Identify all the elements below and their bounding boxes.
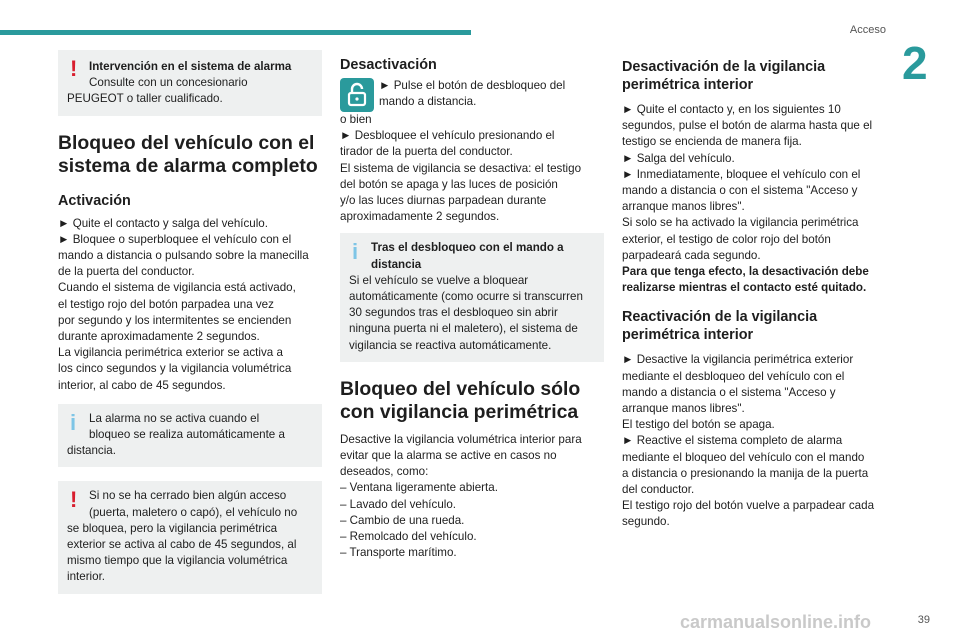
text-line: El testigo rojo del botón vuelve a parpadear cada bbox=[622, 499, 875, 513]
info-line: vigilancia se reactiva automáticamente. bbox=[349, 338, 552, 352]
info-line: automáticamente (como ocurre si transcurren bbox=[349, 290, 583, 304]
text-line: mando a distancia o el sistema "Acceso y bbox=[622, 385, 836, 399]
remote-lock-info-note bbox=[58, 404, 322, 468]
text-line: El sistema de vigilancia se desactiva: el testigo bbox=[340, 161, 582, 175]
chapter-number: 2 bbox=[902, 37, 928, 89]
text-line: segundo. bbox=[622, 515, 670, 529]
text-line: testigo se encienda de manera fija. bbox=[622, 135, 802, 149]
text-line: mando a distancia o pulsando sobre la manecilla bbox=[58, 249, 309, 263]
warning-line: Si no se ha cerrado bien algún acceso bbox=[89, 489, 287, 503]
list-item: – Lavado del vehículo. bbox=[340, 497, 457, 511]
warning-icon: ! bbox=[70, 56, 78, 81]
heading-perimeter-lock: Bloqueo del vehículo sólo con vigilancia perimétrica bbox=[340, 377, 581, 423]
list-item: – Remolcado del vehículo. bbox=[340, 530, 477, 544]
important-note: realizarse mientras el contacto esté quitado. bbox=[622, 281, 867, 295]
text-line: ► Desbloquee el vehículo presionando el bbox=[340, 129, 555, 143]
column-3 bbox=[622, 50, 888, 531]
text-line: Si solo se ha activado la vigilancia perimétrica bbox=[622, 216, 859, 230]
text-line: mediante el bloqueo del vehículo con el mando bbox=[622, 450, 865, 464]
text-line: arranque manos libres". bbox=[622, 402, 745, 416]
warning-line: (puerta, maletero o capó), el vehículo no bbox=[89, 505, 298, 519]
text-line: mediante el desbloqueo del vehículo con el bbox=[622, 369, 845, 383]
text-line: ► Quite el contacto y salga del vehículo. bbox=[58, 216, 268, 230]
info-line: Si el vehículo se vuelve a bloquear bbox=[349, 273, 529, 287]
info-line: bloqueo se realiza automáticamente a bbox=[89, 428, 285, 442]
text-line: Cuando el sistema de vigilancia está activado, bbox=[58, 281, 296, 295]
section-title: Acceso bbox=[849, 24, 886, 36]
interior-deactivation-text bbox=[622, 102, 888, 296]
warning-line: PEUGEOT o taller cualificado. bbox=[67, 92, 223, 106]
list-item: – Ventana ligeramente abierta. bbox=[340, 481, 498, 495]
info-line: ninguna puerta ni el maletero), el sistema de bbox=[349, 322, 578, 336]
text-line: arranque manos libres". bbox=[622, 200, 745, 214]
warning-line: se bloquea, pero la vigilancia perimétrica bbox=[67, 521, 278, 535]
text-line: tirador de la puerta del conductor. bbox=[340, 145, 513, 159]
list-item: – Transporte marítimo. bbox=[340, 546, 457, 560]
important-note: Para que tenga efecto, la desactivación debe bbox=[622, 265, 869, 279]
warning-line: interior. bbox=[67, 570, 106, 584]
text-line: exterior, el testigo de color rojo del botón bbox=[622, 232, 831, 246]
activation-text bbox=[58, 216, 322, 394]
heading-deactivation: Desactivación bbox=[340, 57, 437, 73]
text-line: ► Inmediatamente, bloquee el vehículo con el bbox=[622, 167, 861, 181]
text-line: ► Bloquee o superbloquee el vehículo con el bbox=[58, 232, 292, 246]
heading-activation: Activación bbox=[58, 192, 131, 209]
info-line: distancia. bbox=[67, 444, 116, 458]
text-line: evitar que la alarma se active en casos no bbox=[340, 449, 557, 463]
interior-reactivation-text bbox=[622, 352, 888, 530]
text-line: ► Salga del vehículo. bbox=[622, 151, 735, 165]
text-line: mando a distancia. bbox=[379, 95, 477, 109]
text-line: deseados, como: bbox=[340, 465, 429, 479]
warning-line: Consulte con un concesionario bbox=[89, 76, 248, 90]
warning-icon: ! bbox=[70, 487, 78, 513]
page-number: 39 bbox=[917, 614, 930, 626]
info-line: La alarma no se activa cuando el bbox=[89, 411, 260, 425]
text-line: ► Desactive la vigilancia perimétrica exterior bbox=[622, 353, 854, 367]
perimeter-lock-text bbox=[340, 432, 604, 562]
info-title: distancia bbox=[371, 257, 422, 271]
text-line: parpadeará cada segundo. bbox=[622, 248, 761, 262]
text-line: durante aproximadamente 2 segundos. bbox=[58, 330, 260, 344]
unlock-padlock-icon bbox=[340, 78, 374, 112]
text-line: ► Reactive el sistema completo de alarma bbox=[622, 434, 843, 448]
text-line: el testigo rojo del botón parpadea una vez bbox=[58, 297, 274, 311]
list-item: – Cambio de una rueda. bbox=[340, 513, 465, 527]
text-line: del botón se apaga y las luces de posición bbox=[340, 177, 558, 191]
warning-line: exterior se activa al cabo de 45 segundos, al bbox=[67, 538, 297, 552]
text-line: aproximadamente 2 segundos. bbox=[340, 210, 500, 224]
text-line: interior, al cabo de 45 segundos. bbox=[58, 378, 226, 392]
text-line: a distancia o presionando la manija de la puerta bbox=[622, 466, 869, 480]
info-title: Tras el desbloqueo con el mando a bbox=[371, 241, 564, 255]
alarm-intervention-warning bbox=[58, 50, 322, 116]
info-icon: i bbox=[70, 409, 77, 435]
text-line: por segundo y los intermitentes se encienden bbox=[58, 313, 292, 327]
text-line: y/o las luces diurnas parpadean durante bbox=[340, 194, 547, 208]
text-line: o bien bbox=[340, 113, 372, 126]
text-line: ► Pulse el botón de desbloqueo del bbox=[379, 79, 566, 92]
unlock-instruction bbox=[340, 78, 604, 112]
text-line: mando a distancia o con el sistema "Acceso y bbox=[622, 184, 858, 198]
info-icon: i bbox=[352, 239, 359, 265]
header-accent-bar bbox=[0, 30, 471, 35]
open-access-warning bbox=[58, 481, 322, 593]
text-line: los cinco segundos y la vigilancia volumétrica bbox=[58, 362, 292, 376]
after-unlock-info-note bbox=[340, 233, 604, 361]
column-2 bbox=[340, 50, 604, 561]
column-1 bbox=[58, 50, 322, 594]
text-line: El testigo del botón se apaga. bbox=[622, 418, 775, 432]
heading-interior-reactivation: Reactivación de la vigilancia perimétrica interior bbox=[622, 309, 818, 344]
text-line: segundos, pulse el botón de alarma hasta que el bbox=[622, 119, 873, 133]
text-line: Desactive la vigilancia volumétrica interior para bbox=[340, 432, 582, 446]
warning-title: Intervención en el sistema de alarma bbox=[89, 60, 292, 73]
text-line: del conductor. bbox=[622, 483, 695, 497]
heading-interior-deactivation: Desactivación de la vigilancia perimétrica interior bbox=[622, 59, 826, 93]
text-line: de la puerta del conductor. bbox=[58, 265, 195, 279]
watermark: carmanualsonline.info bbox=[680, 612, 872, 632]
warning-line: mismo tiempo que la vigilancia volumétrica bbox=[67, 554, 288, 568]
deactivation-text bbox=[340, 112, 604, 225]
text-line: ► Quite el contacto y, en los siguientes 10 bbox=[622, 103, 841, 116]
info-line: 30 segundos tras el desbloqueo sin abrir bbox=[349, 306, 558, 320]
text-line: La vigilancia perimétrica exterior se activa a bbox=[58, 346, 283, 360]
heading-full-alarm-lock: Bloqueo del vehículo con el sistema de alarma completo bbox=[58, 131, 318, 177]
